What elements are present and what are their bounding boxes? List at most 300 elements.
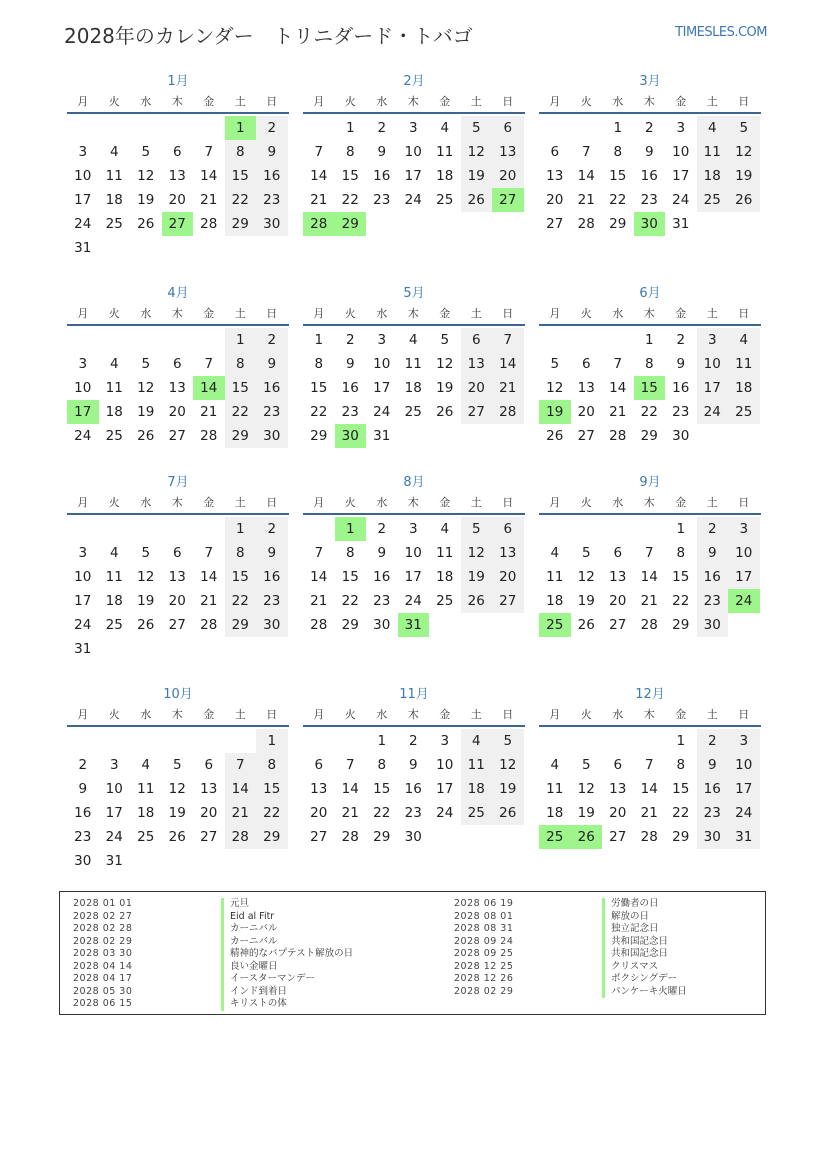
day-cell: 24 (105, 829, 123, 845)
day-cell: 2 (256, 328, 288, 352)
day-grid (303, 114, 524, 236)
day-cell: 5 (440, 332, 450, 348)
day-cell: 8 (613, 144, 623, 160)
weekday-header (303, 493, 525, 515)
weekday-label: 金 (439, 708, 451, 721)
day-cell: 15 (341, 569, 359, 585)
holiday-date: 2028 04 14 (73, 960, 133, 972)
day-cell: 7 (314, 545, 324, 561)
day-cell: 12 (577, 781, 595, 797)
holiday-row (73, 985, 288, 999)
month-name: 6月 (639, 286, 661, 301)
month-name: 7月 (167, 475, 189, 490)
day-cell: 18 (436, 168, 454, 184)
day-cell: 27 (200, 829, 218, 845)
day-cell: 16 (640, 168, 658, 184)
day-cell: 6 (613, 545, 623, 561)
day-cell: 10 (404, 144, 422, 160)
day-cell: 1 (676, 521, 686, 537)
day-cell: 24 (728, 801, 760, 825)
day-cell: 21 (341, 805, 359, 821)
day-cell: 29 (640, 428, 658, 444)
empty-cell (130, 116, 162, 140)
day-cell: 30 (672, 428, 690, 444)
weekday-label: 日 (502, 95, 514, 108)
day-cell: 14 (492, 352, 524, 376)
day-cell: 27 (168, 617, 186, 633)
day-cell: 18 (436, 569, 454, 585)
day-cell: 6 (204, 757, 214, 773)
holiday-name: キリストの体 (221, 998, 287, 1011)
empty-cell (602, 328, 634, 352)
day-cell: 1 (613, 120, 623, 136)
holiday-day-cell: 25 (539, 825, 571, 849)
day-cell: 22 (256, 801, 288, 825)
weekday-label: 土 (470, 496, 482, 509)
day-cell: 14 (640, 781, 658, 797)
day-cell: 17 (105, 805, 123, 821)
month-name: 8月 (403, 475, 425, 490)
holiday-row (454, 973, 678, 986)
holiday-row (454, 923, 659, 936)
day-cell: 15 (225, 565, 257, 589)
day-cell: 3 (440, 733, 450, 749)
day-cell: 6 (172, 356, 182, 372)
day-cell: 18 (404, 380, 422, 396)
day-cell: 27 (310, 829, 328, 845)
day-cell: 8 (676, 757, 686, 773)
holiday-row (73, 923, 278, 936)
holiday-row (454, 960, 659, 974)
day-cell: 8 (225, 140, 257, 164)
day-cell: 18 (105, 404, 123, 420)
day-cell: 2 (256, 517, 288, 541)
day-cell: 23 (256, 589, 288, 613)
day-cell: 20 (310, 805, 328, 821)
weekday-label: 月 (549, 95, 561, 108)
day-cell: 12 (546, 380, 564, 396)
holiday-day-cell: 26 (571, 825, 603, 849)
weekday-label: 金 (203, 95, 215, 108)
weekday-header (67, 705, 289, 727)
day-cell: 30 (697, 825, 729, 849)
day-cell: 21 (640, 593, 658, 609)
day-cell: 2 (78, 757, 88, 773)
weekday-label: 土 (234, 95, 246, 108)
day-cell: 9 (256, 541, 288, 565)
weekday-label: 水 (140, 496, 152, 509)
weekday-label: 金 (675, 307, 687, 320)
day-cell: 22 (672, 805, 690, 821)
day-cell: 29 (225, 424, 257, 448)
empty-cell (193, 328, 225, 352)
day-cell: 27 (609, 829, 627, 845)
day-cell: 22 (373, 805, 391, 821)
day-cell: 9 (697, 753, 729, 777)
day-cell: 7 (581, 144, 591, 160)
day-cell: 4 (550, 757, 560, 773)
empty-cell (303, 517, 335, 541)
holiday-name: 元旦 (221, 898, 249, 911)
day-cell: 30 (256, 424, 288, 448)
month-name: 1月 (167, 74, 189, 89)
day-cell: 24 (697, 400, 729, 424)
day-cell: 8 (345, 144, 355, 160)
weekday-label: 火 (344, 708, 356, 721)
day-cell: 5 (461, 116, 493, 140)
month-7 (67, 473, 289, 661)
day-cell: 26 (546, 428, 564, 444)
day-cell: 14 (577, 168, 595, 184)
day-cell: 24 (74, 428, 92, 444)
day-cell: 24 (672, 192, 690, 208)
holiday-name: 精神的なバプテスト解放の日 (221, 948, 353, 961)
holiday-name: 独立記念日 (602, 923, 659, 936)
day-cell: 29 (672, 617, 690, 633)
day-cell: 8 (314, 356, 324, 372)
day-cell: 28 (492, 400, 524, 424)
weekday-label: 土 (234, 708, 246, 721)
day-cell: 29 (225, 212, 257, 236)
day-grid (539, 114, 760, 236)
weekday-label: 火 (344, 496, 356, 509)
day-cell: 7 (644, 545, 654, 561)
weekday-label: 土 (234, 496, 246, 509)
day-cell: 2 (256, 116, 288, 140)
day-cell: 23 (74, 829, 92, 845)
empty-cell (602, 517, 634, 541)
weekday-header (67, 493, 289, 515)
day-cell: 12 (577, 569, 595, 585)
day-cell: 24 (404, 593, 422, 609)
holiday-date: 2028 09 25 (454, 948, 514, 959)
day-cell: 18 (697, 164, 729, 188)
empty-cell (130, 328, 162, 352)
day-cell: 28 (640, 617, 658, 633)
weekday-label: 火 (580, 95, 592, 108)
empty-cell (99, 328, 131, 352)
day-cell: 29 (373, 829, 391, 845)
day-cell: 28 (200, 216, 218, 232)
empty-cell (67, 517, 99, 541)
day-cell: 9 (676, 356, 686, 372)
day-cell: 5 (581, 757, 591, 773)
day-cell: 18 (105, 192, 123, 208)
day-cell: 16 (341, 380, 359, 396)
holiday-date: 2028 08 01 (454, 910, 514, 922)
day-cell: 14 (640, 569, 658, 585)
holiday-row (73, 910, 275, 924)
day-cell: 10 (728, 541, 760, 565)
day-cell: 27 (577, 428, 595, 444)
day-cell: 24 (373, 404, 391, 420)
day-cell: 11 (546, 781, 564, 797)
day-cell: 16 (256, 565, 288, 589)
empty-cell (193, 517, 225, 541)
day-cell: 21 (200, 192, 218, 208)
holiday-day-cell: 31 (398, 613, 430, 637)
month-name: 3月 (639, 74, 661, 89)
day-cell: 22 (672, 593, 690, 609)
day-cell: 13 (168, 168, 186, 184)
day-grid (67, 326, 288, 448)
day-cell: 1 (225, 517, 257, 541)
day-cell: 15 (672, 781, 690, 797)
empty-cell (303, 116, 335, 140)
day-cell: 7 (204, 545, 214, 561)
day-cell: 2 (345, 332, 355, 348)
day-cell: 10 (373, 356, 391, 372)
day-cell: 3 (109, 757, 119, 773)
day-cell: 21 (310, 192, 328, 208)
weekday-label: 火 (580, 496, 592, 509)
day-cell: 12 (137, 569, 155, 585)
day-cell: 15 (609, 168, 627, 184)
holiday-day-cell: 27 (492, 188, 524, 212)
day-cell: 19 (461, 164, 493, 188)
day-cell: 29 (609, 216, 627, 232)
day-cell: 15 (310, 380, 328, 396)
day-cell: 8 (676, 545, 686, 561)
day-cell: 26 (492, 801, 524, 825)
weekday-label: 火 (108, 708, 120, 721)
day-cell: 6 (492, 517, 524, 541)
day-cell: 23 (373, 593, 391, 609)
empty-cell (162, 729, 194, 753)
day-cell: 2 (644, 120, 654, 136)
holiday-day-cell: 25 (539, 613, 571, 637)
empty-cell (67, 328, 99, 352)
weekday-label: 土 (470, 708, 482, 721)
day-cell: 11 (137, 781, 155, 797)
day-cell: 18 (105, 593, 123, 609)
month-name: 2月 (403, 74, 425, 89)
day-cell: 1 (644, 332, 654, 348)
day-cell: 21 (609, 404, 627, 420)
day-cell: 14 (225, 777, 257, 801)
day-cell: 13 (492, 541, 524, 565)
day-cell: 3 (78, 356, 88, 372)
day-cell: 20 (609, 593, 627, 609)
holiday-list (59, 891, 766, 1015)
weekday-label: 火 (108, 496, 120, 509)
day-cell: 1 (256, 729, 288, 753)
weekday-header (303, 304, 525, 326)
empty-cell (162, 517, 194, 541)
day-cell: 28 (310, 617, 328, 633)
weekday-label: 水 (612, 496, 624, 509)
weekday-label: 日 (502, 496, 514, 509)
day-cell: 16 (256, 376, 288, 400)
day-cell: 10 (74, 569, 92, 585)
empty-cell (571, 116, 603, 140)
day-cell: 21 (225, 801, 257, 825)
day-grid (67, 515, 288, 661)
day-cell: 20 (492, 164, 524, 188)
day-cell: 29 (672, 829, 690, 845)
day-cell: 14 (341, 781, 359, 797)
month-11 (303, 685, 525, 849)
day-cell: 9 (408, 757, 418, 773)
day-cell: 9 (256, 352, 288, 376)
day-cell: 4 (408, 332, 418, 348)
holiday-row (454, 935, 669, 949)
day-cell: 3 (78, 545, 88, 561)
day-cell: 15 (225, 376, 257, 400)
day-cell: 28 (200, 428, 218, 444)
day-cell: 16 (697, 565, 729, 589)
day-cell: 7 (204, 356, 214, 372)
day-cell: 5 (172, 757, 182, 773)
weekday-label: 日 (502, 708, 514, 721)
day-cell: 4 (550, 545, 560, 561)
holiday-row (73, 973, 316, 986)
day-cell: 20 (492, 565, 524, 589)
day-cell: 10 (672, 144, 690, 160)
day-cell: 5 (581, 545, 591, 561)
empty-cell (162, 116, 194, 140)
weekday-label: 月 (77, 496, 89, 509)
holiday-row (454, 898, 659, 911)
empty-cell (602, 729, 634, 753)
day-cell: 16 (74, 805, 92, 821)
day-grid (539, 727, 760, 849)
day-cell: 4 (728, 328, 760, 352)
day-grid (303, 515, 524, 637)
day-cell: 11 (546, 569, 564, 585)
weekday-label: 日 (266, 496, 278, 509)
weekday-label: 土 (470, 307, 482, 320)
day-cell: 26 (436, 404, 454, 420)
month-name: 5月 (403, 286, 425, 301)
day-cell: 19 (577, 805, 595, 821)
weekday-label: 金 (439, 95, 451, 108)
holiday-day-cell: 29 (335, 212, 367, 236)
day-cell: 13 (577, 380, 595, 396)
day-cell: 18 (728, 376, 760, 400)
day-cell: 13 (546, 168, 564, 184)
holiday-name: インド到着日 (221, 986, 287, 999)
day-cell: 17 (728, 565, 760, 589)
empty-cell (571, 517, 603, 541)
weekday-label: 日 (266, 307, 278, 320)
day-cell: 23 (341, 404, 359, 420)
holiday-column-left (73, 898, 354, 1011)
day-cell: 19 (492, 777, 524, 801)
holiday-date: 2028 02 29 (73, 935, 133, 947)
day-cell: 20 (577, 404, 595, 420)
day-cell: 11 (728, 352, 760, 376)
weekday-header (303, 92, 525, 114)
day-cell: 1 (676, 733, 686, 749)
day-cell: 17 (373, 380, 391, 396)
day-cell: 26 (137, 617, 155, 633)
holiday-row (454, 910, 650, 924)
day-cell: 4 (141, 757, 151, 773)
holiday-date: 2028 09 24 (454, 935, 514, 947)
day-cell: 15 (225, 164, 257, 188)
holiday-row (73, 898, 250, 911)
day-cell: 17 (404, 168, 422, 184)
empty-cell (571, 328, 603, 352)
day-cell: 6 (492, 116, 524, 140)
day-grid (303, 326, 524, 448)
holiday-day-cell: 27 (162, 212, 194, 236)
day-cell: 14 (310, 569, 328, 585)
weekday-label: 月 (313, 496, 325, 509)
weekday-label: 火 (108, 95, 120, 108)
day-cell: 22 (225, 400, 257, 424)
site-logo[interactable]: TIMESLES.COM (675, 25, 767, 40)
weekday-label: 水 (376, 95, 388, 108)
weekday-label: 金 (675, 708, 687, 721)
day-cell: 16 (373, 569, 391, 585)
day-cell: 21 (492, 376, 524, 400)
day-cell: 23 (404, 805, 422, 821)
day-cell: 24 (74, 216, 92, 232)
day-cell: 16 (672, 380, 690, 396)
day-cell: 28 (225, 825, 257, 849)
day-cell: 26 (461, 188, 493, 212)
weekday-label: 月 (549, 496, 561, 509)
day-cell: 31 (74, 641, 92, 657)
day-cell: 25 (105, 617, 123, 633)
day-cell: 19 (137, 192, 155, 208)
day-cell: 9 (377, 545, 387, 561)
day-cell: 17 (74, 192, 92, 208)
month-name: 10月 (163, 687, 193, 702)
day-cell: 26 (168, 829, 186, 845)
weekday-label: 日 (738, 496, 750, 509)
month-9 (539, 473, 761, 637)
weekday-label: 月 (313, 95, 325, 108)
day-cell: 17 (404, 569, 422, 585)
page-title: 2028年のカレンダー トリニダード・トバゴ (64, 24, 473, 48)
day-cell: 15 (373, 781, 391, 797)
weekday-label: 火 (344, 307, 356, 320)
day-cell: 5 (141, 356, 151, 372)
day-cell: 2 (676, 332, 686, 348)
day-cell: 22 (225, 589, 257, 613)
holiday-name: 共和国記念日 (602, 936, 668, 949)
weekday-label: 月 (549, 307, 561, 320)
day-cell: 26 (461, 589, 493, 613)
day-cell: 18 (137, 805, 155, 821)
day-cell: 11 (105, 168, 123, 184)
weekday-label: 火 (580, 708, 592, 721)
day-cell: 19 (137, 593, 155, 609)
weekday-header (67, 92, 289, 114)
day-cell: 10 (697, 352, 729, 376)
holiday-name: 良い金曜日 (221, 961, 278, 974)
day-cell: 21 (640, 805, 658, 821)
day-cell: 4 (440, 120, 450, 136)
day-cell: 1 (345, 120, 355, 136)
day-cell: 6 (172, 144, 182, 160)
weekday-label: 日 (266, 95, 278, 108)
day-cell: 13 (200, 781, 218, 797)
holiday-date: 2028 12 25 (454, 960, 514, 972)
day-cell: 9 (345, 356, 355, 372)
day-cell: 24 (404, 192, 422, 208)
day-cell: 30 (697, 613, 729, 637)
day-cell: 12 (137, 380, 155, 396)
day-cell: 2 (408, 733, 418, 749)
empty-cell (335, 729, 367, 753)
weekday-label: 金 (203, 496, 215, 509)
empty-cell (130, 517, 162, 541)
holiday-day-cell: 17 (67, 400, 99, 424)
